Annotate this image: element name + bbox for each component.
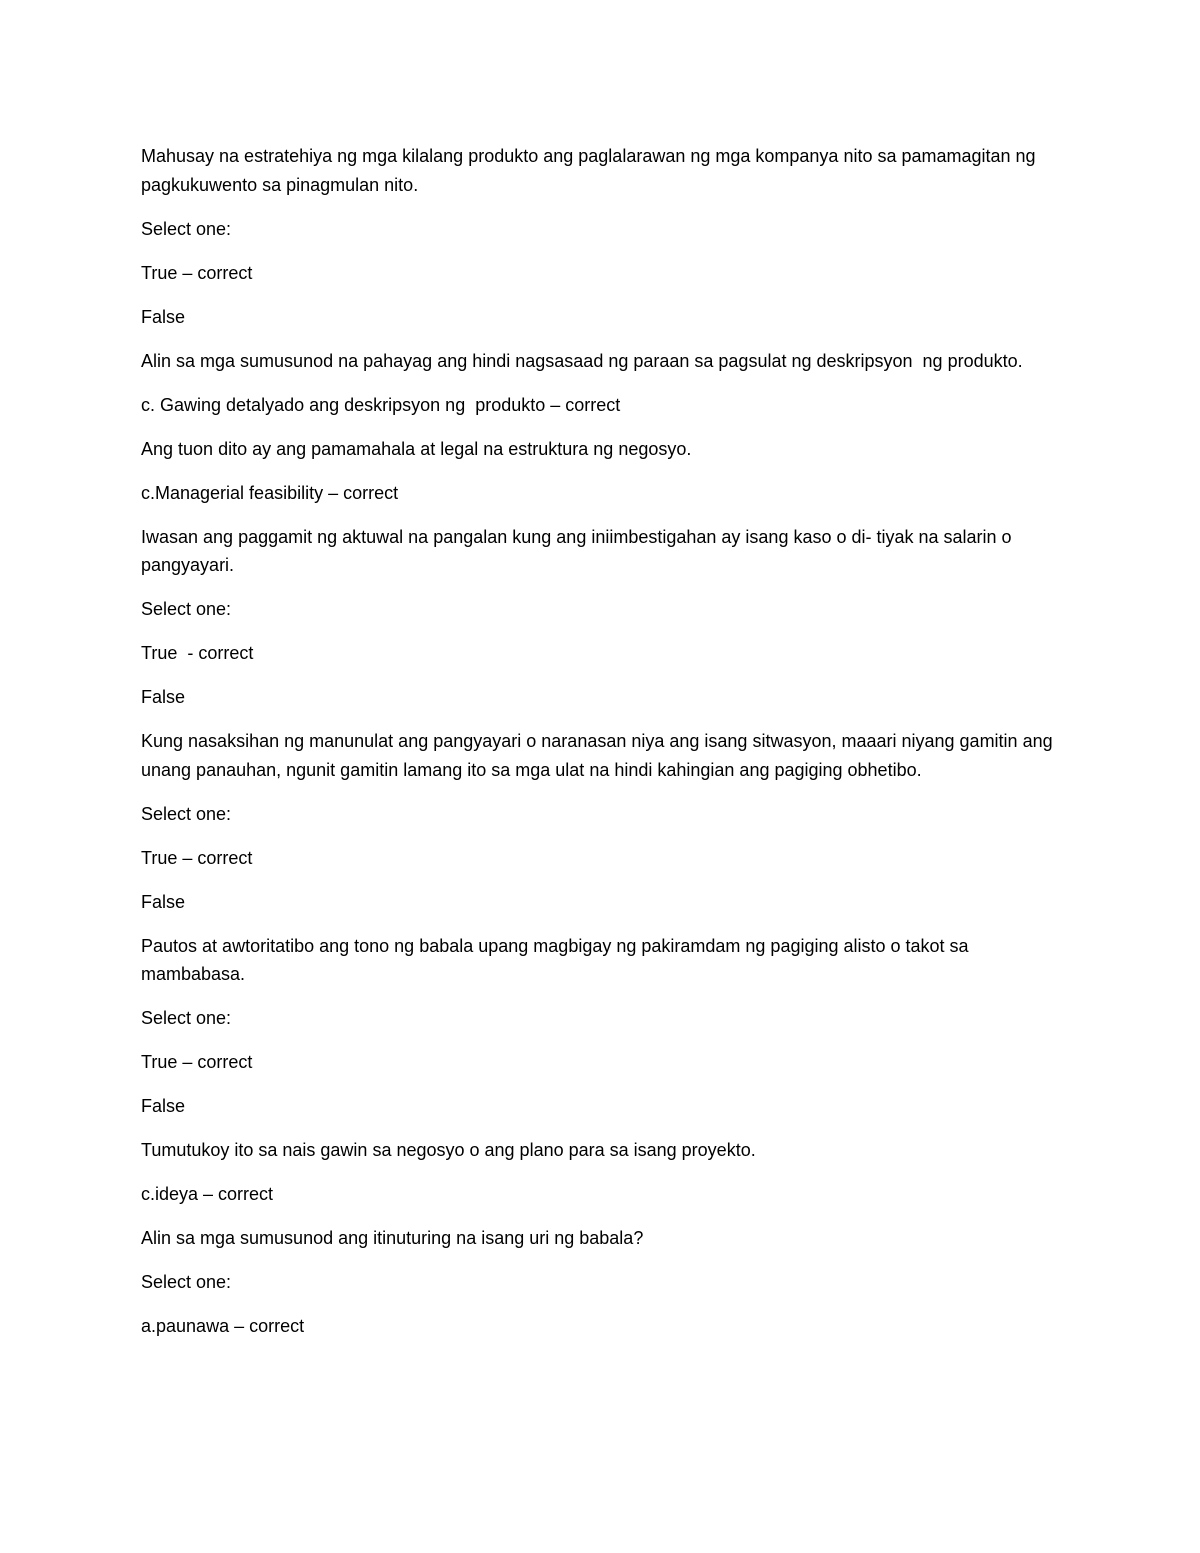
answer-option: False [141, 891, 186, 912]
answer-option: True - correct [141, 643, 254, 663]
answer-option: False [141, 1096, 186, 1116]
question-text: Kung nasaksihan ng manunulat ang pangyayari o naranasan niya ang isang sitwasyon, maaari niyang gamitin ang unang panauhan, ngunit gamitin lamang ito sa mga ulat na hindi kahingian ang pagiging obhetibo. [141, 731, 1058, 780]
answer-option: c.ideya – correct [141, 1184, 274, 1204]
answer-option: False [141, 306, 186, 327]
answer-option: True – correct [141, 1052, 253, 1072]
question-text: Iwasan ang paggamit ng aktuwal na pangalan kung ang iniimbestigahan ay isang kaso o di- tiyak na salarin o pangyayari. [141, 526, 1017, 575]
answer-option: a.paunawa – correct [141, 1316, 305, 1336]
select-one-label: Select one: [141, 218, 232, 239]
question-text: Ang tuon dito ay ang pamamahala at legal na estruktura ng negosyo. [141, 438, 692, 459]
answer-option: True – correct [141, 262, 253, 283]
select-one-label: Select one: [141, 599, 232, 619]
question-text: Alin sa mga sumusunod ang itinuturing na isang uri ng babala? [141, 1228, 644, 1248]
answer-option: True – correct [141, 847, 253, 868]
question-text: Alin sa mga sumusunod na pahayag ang hindi nagsasaad ng paraan sa pagsulat ng deskripsyon ng produkto. [141, 350, 1023, 371]
select-one-label: Select one: [141, 803, 232, 824]
answer-option: False [141, 687, 186, 707]
answer-option: c.Managerial feasibility – correct [141, 482, 399, 503]
question-text: Mahusay na estratehiya ng mga kilalang produkto ang paglalarawan ng mga kompanya nito sa pamamagitan ng pagkukuwento sa pinagmulan nito. [141, 146, 1041, 195]
question-text: Tumutukoy ito sa nais gawin sa negosyo o ang plano para sa isang proyekto. [141, 1140, 756, 1160]
answer-option: c. Gawing detalyado ang deskripsyon ng produkto – correct [141, 394, 621, 415]
document-body [141, 142, 1061, 1356]
select-one-label: Select one: [141, 1272, 232, 1292]
select-one-label: Select one: [141, 1008, 232, 1028]
question-text: Pautos at awtoritatibo ang tono ng babala upang magbigay ng pakiramdam ng pagiging alisto o takot sa mambabasa. [141, 935, 974, 984]
